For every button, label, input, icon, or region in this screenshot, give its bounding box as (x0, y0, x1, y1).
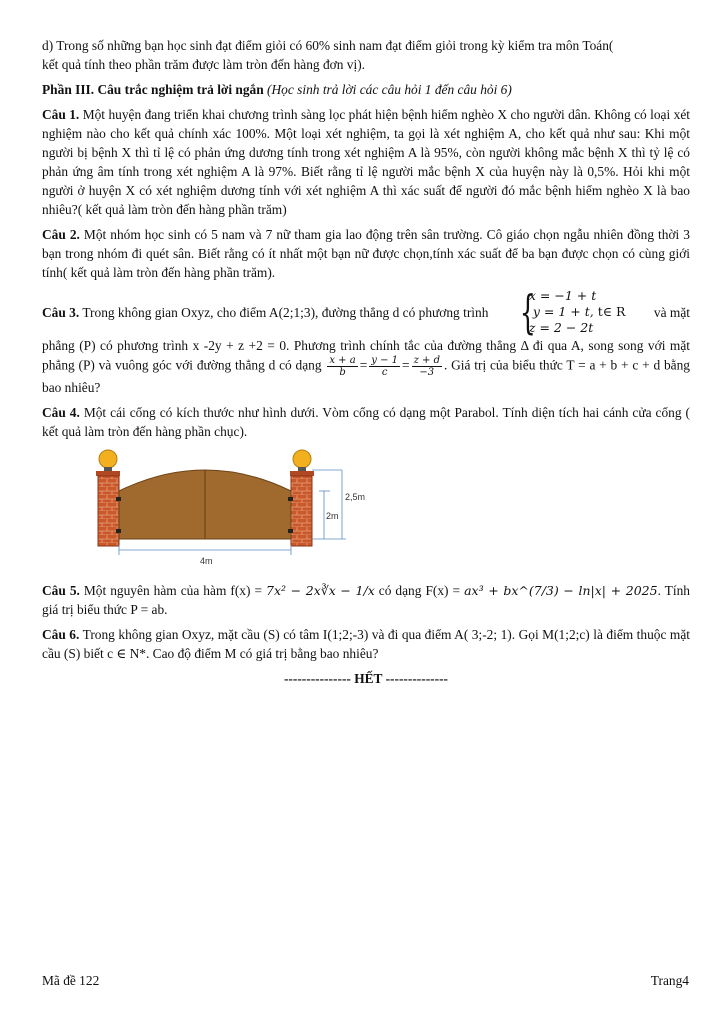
right-lamp-icon (293, 450, 311, 468)
end-mark: --------------- HẾT -------------- (283, 671, 449, 686)
fraction: $\frac{x + a}{b}$ (329, 355, 356, 378)
question-text: Một huyện đang triển khai chương trình sàng lọc phát hiện bệnh hiểm nghèo X cho người dân. Không có loại xét nghiệm nào cho kết quả chính xác 100%. Một loại xét nghiệm, ta gọi là xét nghiệm A, cho kết quả như sau: Khi một người bị bệnh X thì tỉ lệ có phản ứng dương tính trong xét nghiệm A là 95%, còn người không mắc bệnh X thì tỷ lệ có phản ứng âm tính trong xét nghiệm A là 97%. Biết rằng tỉ lệ người mắc bệnh X của huyện này là 0,5%. Hỏi khi một người ở huyện X có xét nghiệm dương tính với xét nghiệm A thì xác suất để người đó mắc bệnh hiểm nghèo X là bao nhiêu?( kết quả làm tròn đến hàng phần trăm) (42, 107, 690, 217)
question-2 (42, 225, 690, 282)
question-text: Một nhóm học sinh có 5 nam và 7 nữ tham gia lao động trên sân trường. Cô giáo chọn ngẫu nhiên đồng thời 3 bạn trong nhóm đi quét sân. Biết rằng có ít nhất một bạn nữ được chọn,tính xác suất để ba bạn được chọn có cùng giới tính( kết quả làm tròn đến hàng phần trăm). (42, 227, 690, 280)
left-lamp-base (104, 467, 112, 471)
exam-code: Mã đề 122 (42, 973, 100, 988)
gate-figure (42, 447, 702, 577)
dim-total-height: 2,5m (345, 492, 366, 502)
question-6 (42, 625, 690, 663)
function-F: ax³ + bx^(7/3) − ln|x| + 2025 (464, 583, 658, 598)
question-label: Câu 6. (42, 627, 80, 642)
question-1 (42, 105, 690, 219)
part2-item-d: d) Trong số những bạn học sinh đạt điểm giỏi có 60% sinh nam đạt điểm giỏi trong kỳ kiểm tra môn Toán( kết quả tính theo phần trăm được làm tròn đến hàng đơn vị). (42, 38, 614, 72)
right-cap (290, 471, 314, 476)
dim-pillar-height: 2m (326, 511, 339, 521)
function-f: 7x² − 2x∛x − 1/x (266, 583, 375, 598)
question-5: Câu 5. Một nguyên hàm của hàm f(x) = 7x² − 2x∛x − 1/x có dạng F(x) = ax³ + bx^(7/3) − ln|x| + 2025. Tính giá trị biểu thức P = ab. (42, 583, 690, 617)
fraction: $\frac{z + d}{-3}$ (413, 355, 440, 378)
question-label: Câu 4. (42, 405, 80, 420)
left-lamp-icon (99, 450, 117, 468)
gate-illustration (42, 447, 366, 577)
question-text: Trong không gian Oxyz, mặt cầu (S) có tâm I(1;2;-3) và đi qua điểm A( 3;-2; 1). Gọi M(1;2;c) là điểm thuộc mặt cầu (S) biết c ∈ N*. Cao độ điểm M có giá trị bằng bao nhiêu? (42, 627, 690, 661)
question-label: Câu 1. (42, 107, 80, 122)
right-lamp-base (298, 467, 306, 471)
question-label: Câu 5. (42, 583, 80, 598)
page-number: Trang4 (650, 973, 689, 988)
part3-heading: Phần III. Câu trắc nghiệm trả lời ngắn (Học sinh trả lời các câu hỏi 1 đến câu hỏi 6) (42, 82, 512, 97)
page-footer (42, 973, 689, 989)
question-3: Câu 3. Trong không gian Oxyz, cho điểm A(2;1;3), đường thẳng d có phương trình { x = −1 + t y = 1 + t, t∈ R z = 2 − 2t và mặt phẳng (P) có phương trình x -2y + z +2 = 0. Phương trình chính tắc của đường thẳng Δ đi qua A, song song với mặt phẳng (P) và vuông góc với đường thẳng d có dạng $\frac{x + a}{b}$ = $\frac{y - 1}{c}$ = $\frac{z + d}{-3}$ . Giá trị của biểu thức T = a + b + c + d bằng bao nhiêu? (42, 285, 690, 395)
left-cap (96, 471, 120, 476)
right-pillar (291, 476, 312, 546)
question-4 (42, 403, 690, 441)
question-label: Câu 3. (42, 304, 80, 320)
fraction: $\frac{y - 1}{c}$ (371, 355, 399, 378)
parametric-system: { x = −1 + t y = 1 + t, t∈ R z = 2 − 2t (519, 285, 626, 339)
question-label: Câu 2. (42, 227, 80, 242)
exam-page (42, 36, 690, 688)
left-pillar (98, 476, 119, 546)
dim-width: 4m (200, 556, 213, 566)
question-text: Một cái cổng có kích thước như hình dưới. Vòm cổng có dạng một Parabol. Tính diện tích hai cánh cửa cổng ( kết quả làm tròn đến hàng phần chục). (42, 405, 690, 439)
